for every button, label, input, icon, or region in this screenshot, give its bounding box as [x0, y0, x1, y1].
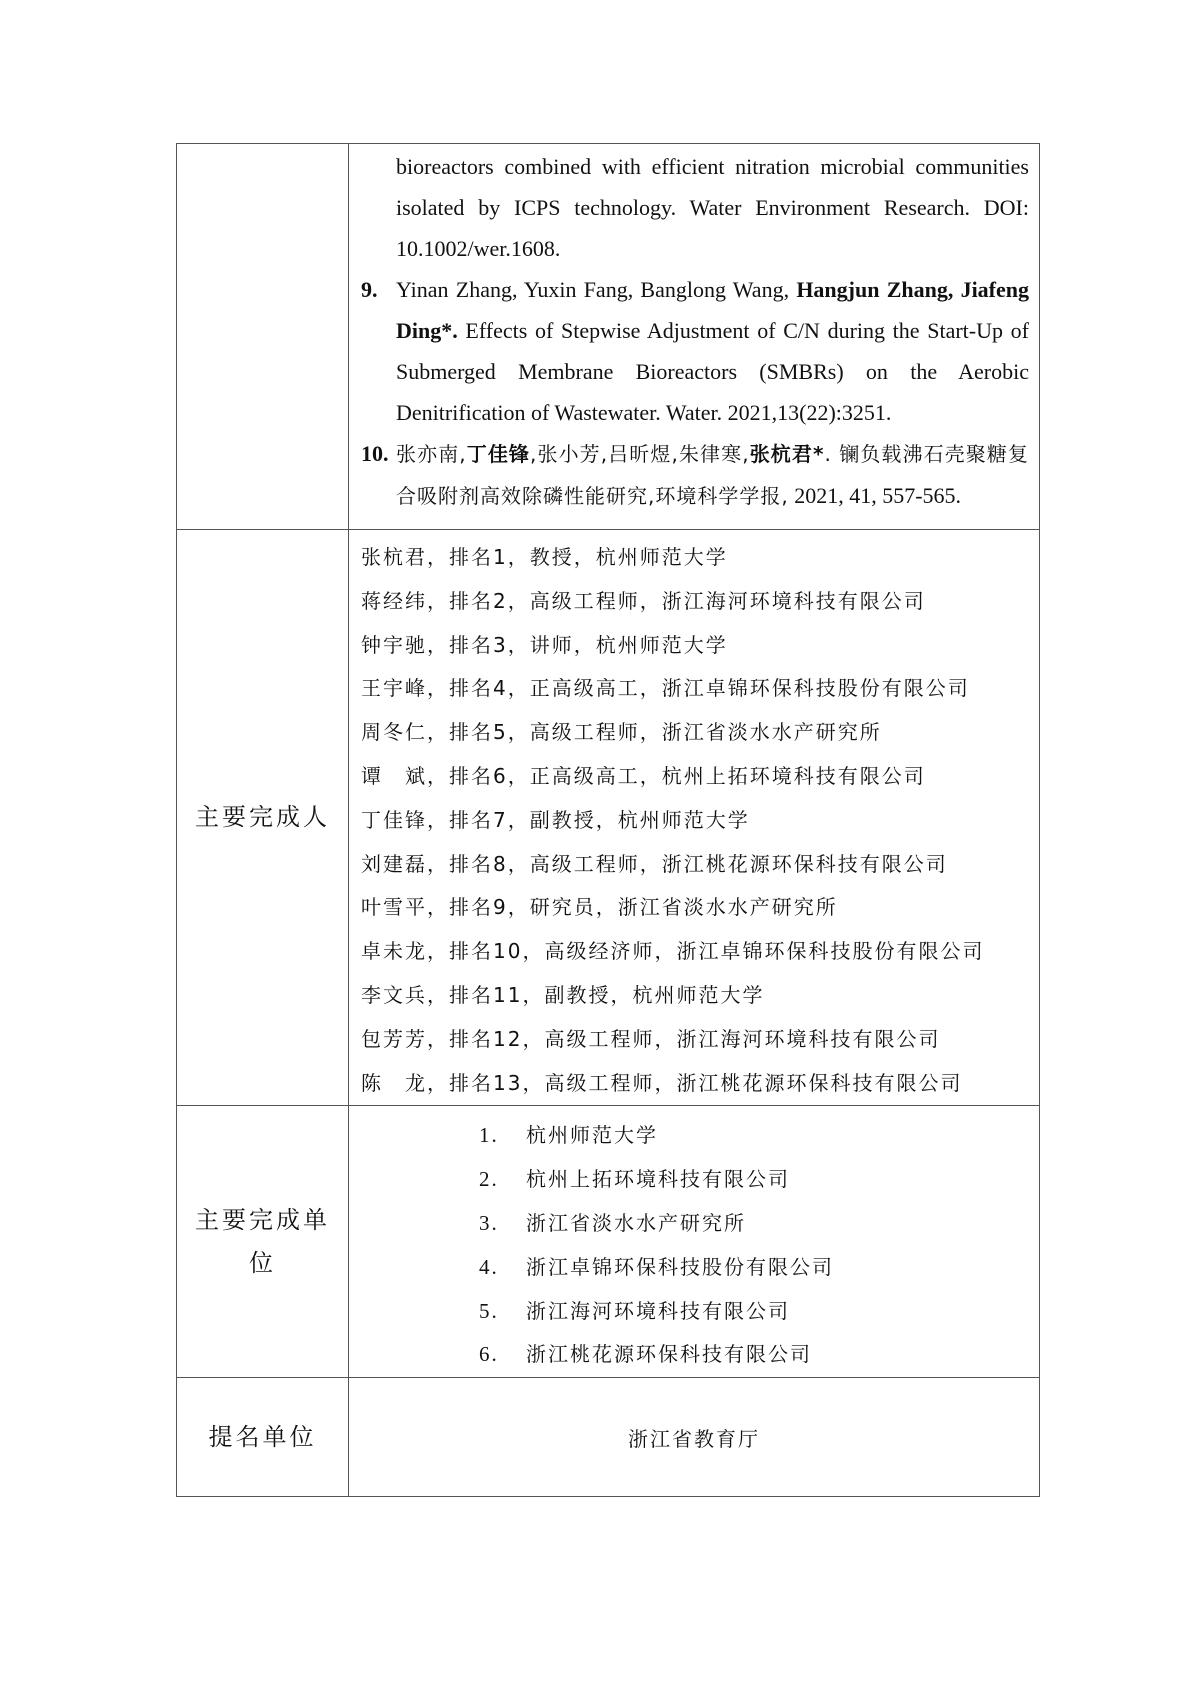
- nominator-value: 浙江省教育厅: [349, 1378, 1040, 1497]
- paper-8-continuation: bioreactors combined with efficient nitration microbial communities isolated by ICPS technology. Water Environment Research. DOI: 10.1002/wer.1608.: [396, 154, 1029, 261]
- unit-name: 浙江桃花源环保科技有限公司: [526, 1342, 812, 1367]
- person-row: 陈 龙，排名13，高级工程师，浙江桃花源环保科技有限公司: [361, 1070, 963, 1095]
- paper-number: 9.: [361, 277, 378, 302]
- unit-row: [349, 1333, 1039, 1377]
- unit-number: 1.: [479, 1123, 499, 1148]
- unit-name: 杭州师范大学: [526, 1123, 658, 1148]
- person-row: 包芳芳，排名12，高级工程师，浙江海河环境科技有限公司: [361, 1026, 941, 1051]
- unit-number: 4.: [479, 1254, 499, 1279]
- papers-cell: [349, 144, 1040, 530]
- person-row: 卓未龙，排名10，高级经济师，浙江卓锦环保科技股份有限公司: [361, 939, 985, 964]
- people-list: [349, 530, 1040, 1106]
- paper-author-bold: 丁佳锋: [466, 442, 531, 466]
- unit-number: 6.: [479, 1342, 499, 1367]
- paper-title: . 镧负载沸石壳聚糖复合吸附剂高效除磷性能研究,环境科学学报,: [396, 442, 1030, 508]
- person-row: 钟宇驰，排名3，讲师，杭州师范大学: [361, 632, 728, 657]
- person-row: 叶雪平，排名9，研究员，浙江省淡水水产研究所: [361, 895, 838, 920]
- person-row: 周冬仁，排名5，高级工程师，浙江省淡水水产研究所: [361, 720, 882, 745]
- paper-item-10: [361, 433, 1029, 517]
- units-row: [177, 1106, 1040, 1378]
- paper-authors-bold: Hangjun Zhang, Jiafeng Ding*.: [396, 277, 1030, 343]
- unit-number: 5.: [479, 1298, 499, 1323]
- units-list: [349, 1106, 1040, 1378]
- unit-number: 3.: [479, 1210, 499, 1235]
- unit-name: 杭州上拓环境科技有限公司: [526, 1167, 790, 1192]
- paper-text: [396, 269, 1029, 433]
- paper-text: [396, 433, 1029, 517]
- unit-row: [349, 1246, 1039, 1290]
- unit-name: 浙江海河环境科技有限公司: [526, 1298, 790, 1323]
- unit-row: [349, 1202, 1039, 1246]
- unit-row: [349, 1290, 1039, 1334]
- person-row: 王宇峰，排名4，正高级高工，浙江卓锦环保科技股份有限公司: [361, 676, 970, 701]
- person-row: 刘建磊，排名8，高级工程师，浙江桃花源环保科技有限公司: [361, 851, 948, 876]
- paper-title: Effects of Stepwise Adjustment of C/N during the Start-Up of Submerged Membrane Bioreactors (SMBRs) on the Aerobic Denitrification of Wastewater. Water. 2021,13(22):3251.: [396, 318, 1029, 425]
- papers-label-cell: [177, 144, 349, 530]
- person-row: 谭 斌，排名6，正高级高工，杭州上拓环境科技有限公司: [361, 763, 926, 788]
- paper-item-9: [361, 269, 1029, 433]
- paper-author: ,张小芳,吕昕煜,朱律寒,: [530, 442, 750, 466]
- paper-author-bold: 张杭君*: [749, 442, 825, 466]
- person-row: 丁佳锋，排名7，副教授，杭州师范大学: [361, 807, 750, 832]
- unit-row: [349, 1114, 1039, 1158]
- unit-number: 2.: [479, 1167, 499, 1192]
- paper-number: 10.: [361, 441, 389, 466]
- person-row: 张杭君，排名1，教授，杭州师范大学: [361, 545, 728, 569]
- person-row: 李文兵，排名11，副教授，杭州师范大学: [361, 982, 765, 1007]
- people-label: 主要完成人: [177, 530, 349, 1106]
- unit-name: 浙江省淡水水产研究所: [526, 1210, 746, 1235]
- paper-authors: Yinan Zhang, Yuxin Fang, Banglong Wang,: [396, 277, 797, 302]
- paper-citation: 2021, 41, 557-565.: [788, 483, 962, 508]
- people-row: [177, 530, 1040, 1106]
- unit-name: 浙江卓锦环保科技股份有限公司: [526, 1254, 834, 1279]
- nominator-label: 提名单位: [177, 1378, 349, 1497]
- unit-row: [349, 1158, 1039, 1202]
- paper-author: 张亦南,: [396, 442, 467, 466]
- award-form-table: [176, 143, 1040, 1497]
- papers-row: [177, 144, 1040, 530]
- units-label: 主要完成单位: [177, 1106, 349, 1378]
- person-row: 蒋经纬，排名2，高级工程师，浙江海河环境科技有限公司: [361, 588, 926, 613]
- nominator-row: [177, 1378, 1040, 1497]
